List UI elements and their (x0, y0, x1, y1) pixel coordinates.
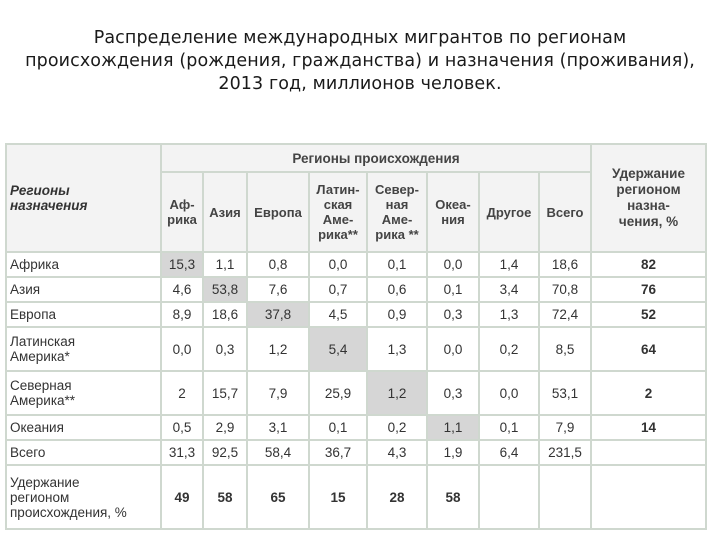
table-cell: 0,7 (309, 277, 367, 302)
table-cell: 3,1 (247, 415, 309, 440)
col-header-line: Другое (486, 204, 532, 220)
table-cell: 2 (161, 371, 203, 415)
table-cell: 25,9 (309, 371, 367, 415)
table-cell: 72,4 (539, 302, 591, 327)
table-cell: 1,4 (479, 252, 539, 277)
col-header-line: Аф- (169, 197, 195, 212)
origin-regions-header: Регионы происхождения (161, 144, 591, 172)
row-label (6, 440, 161, 465)
col-header-asia (203, 172, 247, 252)
table-cell: 8,9 (161, 302, 203, 327)
row-label (6, 415, 161, 440)
table-cell: 0,1 (309, 415, 367, 440)
corner-label-line2: назначения (10, 198, 88, 213)
table-cell: 231,5 (539, 440, 591, 465)
row-label (6, 252, 161, 277)
table-cell: 0,1 (479, 415, 539, 440)
col-header-latin-america (309, 172, 367, 252)
table-cell: 0,9 (367, 302, 427, 327)
row-label (6, 327, 161, 371)
origin-retention-cell (479, 465, 539, 529)
table-cell: 1,2 (247, 327, 309, 371)
table-cell: 1,2 (367, 371, 427, 415)
col-header-line: Всего (546, 204, 584, 220)
table-cell: 1,1 (203, 252, 247, 277)
corner-label-line1: Регионы (10, 183, 70, 198)
col-header-line: Север- (375, 182, 419, 197)
row-label-line1: Европа (10, 307, 57, 322)
origin-retention-cell: 58 (427, 465, 479, 529)
col-header-africa (161, 172, 203, 252)
table-cell: 4,3 (367, 440, 427, 465)
retention-cell: 14 (591, 415, 706, 440)
table-cell: 37,8 (247, 302, 309, 327)
table-cell: 31,3 (161, 440, 203, 465)
table-cell: 8,5 (539, 327, 591, 371)
col-header-total (539, 172, 591, 252)
col-header-line: ная (385, 197, 409, 212)
origin-retention-cell: 15 (309, 465, 367, 529)
table-cell: 0,6 (367, 277, 427, 302)
table-cell: 0,3 (203, 327, 247, 371)
table-row-origin-retention (6, 465, 706, 529)
col-header-line: Европа (254, 204, 302, 220)
table-cell: 0,2 (479, 327, 539, 371)
table-row (6, 415, 706, 440)
row-label-line1: Океания (10, 420, 64, 435)
col-header-line: Латин- (316, 182, 360, 197)
retention-header-line3: назна- (627, 198, 670, 213)
table-cell: 0,1 (427, 277, 479, 302)
table-cell: 0,3 (427, 302, 479, 327)
col-header-line: Океа- (435, 197, 471, 212)
origin-retention-cell: 49 (161, 465, 203, 529)
row-label (6, 465, 161, 529)
origin-retention-cell: 58 (203, 465, 247, 529)
table-row (6, 327, 706, 371)
retention-header-line1: Удержание (612, 166, 685, 181)
table-cell: 5,4 (309, 327, 367, 371)
title-line-1: Распределение международных мигрантов по регионам (93, 28, 627, 48)
table-row (6, 252, 706, 277)
table-row (6, 277, 706, 302)
retention-header-line4: чения, % (618, 214, 679, 229)
col-header-line: Азия (209, 204, 241, 220)
table-cell: 4,6 (161, 277, 203, 302)
table-cell: 92,5 (203, 440, 247, 465)
table-cell: 4,5 (309, 302, 367, 327)
table-cell: 15,7 (203, 371, 247, 415)
table-cell: 1,3 (367, 327, 427, 371)
table-cell: 1,1 (427, 415, 479, 440)
col-header-other (479, 172, 539, 252)
col-header-line: рика (167, 212, 197, 227)
table-cell: 6,4 (479, 440, 539, 465)
retention-cell (591, 440, 706, 465)
table-cell: 0,8 (247, 252, 309, 277)
page-title (0, 27, 720, 96)
table-row (6, 440, 706, 465)
table-cell: 2,9 (203, 415, 247, 440)
table-cell: 15,3 (161, 252, 203, 277)
col-header-north-america (367, 172, 427, 252)
retention-cell: 64 (591, 327, 706, 371)
origin-retention-cell (539, 465, 591, 529)
title-line-3: 2013 год, миллионов человек. (218, 74, 502, 94)
retention-cell: 52 (591, 302, 706, 327)
table-cell: 0,0 (309, 252, 367, 277)
row-label (6, 277, 161, 302)
table-cell: 0,0 (479, 371, 539, 415)
table-cell: 1,9 (427, 440, 479, 465)
table-cell: 0,5 (161, 415, 203, 440)
table-cell: 0,2 (367, 415, 427, 440)
retention-cell: 82 (591, 252, 706, 277)
table-cell: 18,6 (539, 252, 591, 277)
col-header-oceania (427, 172, 479, 252)
row-label-line2: Америка** (10, 393, 76, 408)
table-cell: 7,6 (247, 277, 309, 302)
row-label-line1: Африка (10, 257, 60, 272)
row-label-line1: Азия (10, 282, 41, 297)
table-row (6, 302, 706, 327)
col-header-europe (247, 172, 309, 252)
retention-header-line2: регионом (616, 182, 681, 197)
col-header-line: ская (323, 197, 353, 212)
table-cell: 7,9 (247, 371, 309, 415)
row-label-line3: происхождения, % (10, 504, 127, 520)
migrants-table (5, 143, 707, 530)
table-cell: 0,1 (367, 252, 427, 277)
row-label (6, 302, 161, 327)
table-cell: 3,4 (479, 277, 539, 302)
row-label-line1: Всего (10, 445, 46, 460)
col-header-line: рика** (318, 227, 358, 242)
table-row (6, 371, 706, 415)
table-cell: 53,1 (539, 371, 591, 415)
origin-retention-cell: 65 (247, 465, 309, 529)
table-cell: 1,3 (479, 302, 539, 327)
table-cell: 0,0 (427, 252, 479, 277)
col-header-line: ния (441, 212, 465, 227)
row-label-line1: Латинская (10, 334, 76, 349)
corner-header (6, 144, 161, 252)
title-line-2: происхождения (рождения, гражданства) и назначения (проживания), (25, 51, 695, 71)
row-label-line1: Удержание (10, 474, 80, 490)
table-cell: 36,7 (309, 440, 367, 465)
col-header-line: Аме- (322, 212, 354, 227)
row-label-line2: регионом (10, 489, 70, 505)
origin-retention-cell-empty (591, 465, 706, 529)
table-cell: 0,3 (427, 371, 479, 415)
row-label-line2: Америка* (10, 349, 70, 364)
retention-cell: 2 (591, 371, 706, 415)
table-cell: 0,0 (161, 327, 203, 371)
table-cell: 58,4 (247, 440, 309, 465)
table-cell: 0,0 (427, 327, 479, 371)
retention-destination-header (591, 144, 706, 252)
table-cell: 7,9 (539, 415, 591, 440)
col-header-line: Аме- (381, 212, 413, 227)
table-cell: 53,8 (203, 277, 247, 302)
table-cell: 18,6 (203, 302, 247, 327)
table-cell: 70,8 (539, 277, 591, 302)
retention-cell: 76 (591, 277, 706, 302)
row-label-line1: Северная (10, 378, 72, 393)
row-label (6, 371, 161, 415)
origin-retention-cell: 28 (367, 465, 427, 529)
col-header-line: рика ** (375, 227, 419, 242)
